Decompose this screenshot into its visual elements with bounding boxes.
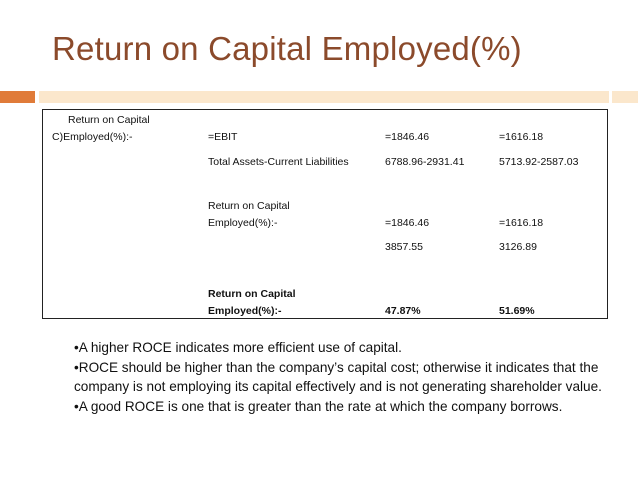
denominator-year1: 6788.96-2931.41 — [385, 156, 465, 168]
bullet-list — [74, 338, 604, 416]
roce-denominator-year1: 3857.55 — [385, 241, 423, 253]
roce-denominator-year2: 3126.89 — [499, 241, 537, 253]
ebit-year2: =1616.18 — [499, 131, 544, 143]
denominator-label: Total Assets-Current Liabilities — [208, 156, 349, 168]
result-year1: 47.87% — [385, 305, 421, 317]
result-label-line2: Employed(%):- — [208, 305, 282, 317]
accent-bar-right — [612, 91, 638, 103]
roce-calculation-table — [42, 109, 608, 319]
roce-numerator-year1: =1846.46 — [385, 217, 430, 229]
result-label-line1: Return on Capital — [208, 288, 296, 300]
bullet-item-2: •ROCE should be higher than the company’s capital cost; otherwise it indicates that the company is not employing its capital effectively and is not generating shareholder value. — [74, 359, 602, 394]
row-label-line2: C)Employed(%):- — [52, 131, 133, 143]
slide-title: Return on Capital Employed(%) — [52, 30, 522, 67]
accent-bar-left — [0, 91, 35, 103]
ebit-year1: =1846.46 — [385, 131, 430, 143]
bullet-item-3: •A good ROCE is one that is greater than the rate at which the company borrows. — [74, 398, 563, 414]
row-label-line1: Return on Capital — [68, 114, 150, 126]
bullet-item-1: •A higher ROCE indicates more efficient use of capital. — [74, 340, 402, 355]
ebit-label: =EBIT — [208, 131, 238, 143]
accent-bar-main — [39, 91, 609, 103]
roce-label-line2: Employed(%):- — [208, 217, 278, 229]
roce-numerator-year2: =1616.18 — [499, 217, 544, 229]
denominator-year2: 5713.92-2587.03 — [499, 156, 579, 168]
result-year2: 51.69% — [499, 305, 535, 317]
roce-label-line1: Return on Capital — [208, 200, 290, 212]
